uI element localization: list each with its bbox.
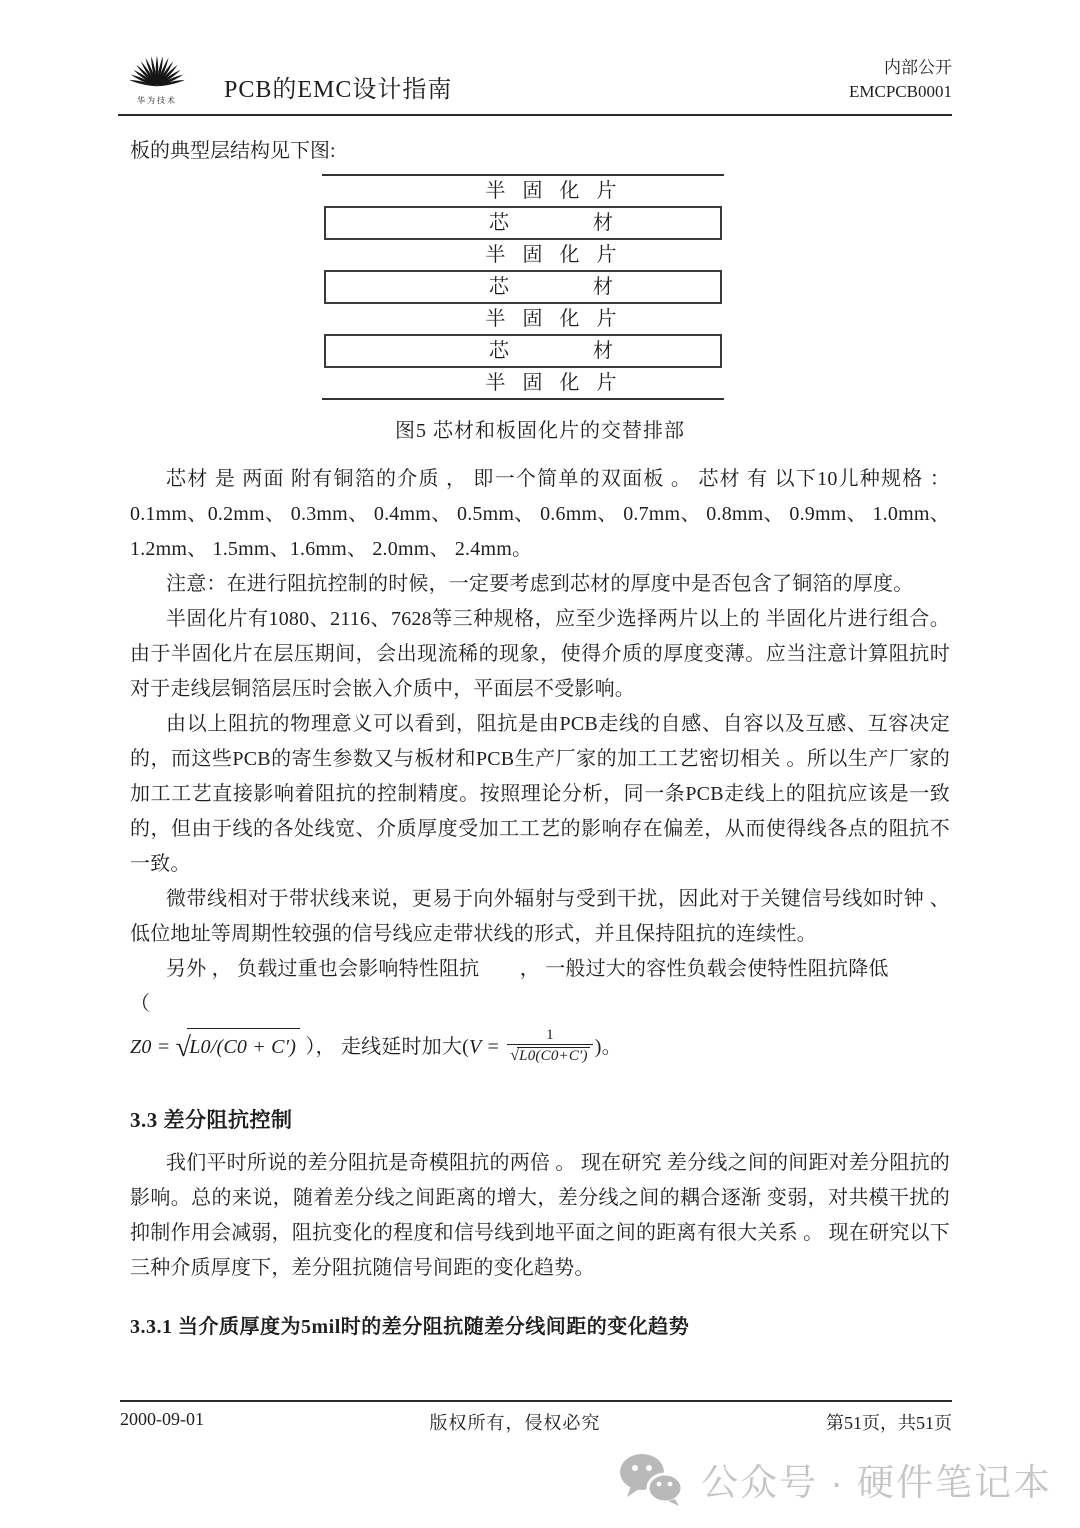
footer-date: 2000-09-01: [120, 1409, 204, 1429]
paragraph-impedance-physics: 由以上阻抗的物理意义可以看到，阻抗是由PCB走线的自感、自容以及互感、互容决定的，而这些PCB的寄生参数又与板材和PCB生产厂家的加工工艺密切相关 。所以生产厂家的加工工艺直接影响着阻抗的控制精度。按照理论分析，同一条PCB走线上的阻抗应该是一致的，但由于线的各处线宽、介质厚度受加工工艺的影响存在偏差，从而使得线各点的阻抗不一致。: [130, 713, 950, 875]
formula-paragraph: [130, 952, 1010, 1076]
fraction-expression: $\frac{1}{√L0(C0+C')}$: [507, 1027, 593, 1065]
huawei-logo: [118, 50, 196, 106]
sqrt-expression: √L0/(C0 + C′): [176, 1028, 301, 1065]
formula-line: [130, 1028, 950, 1076]
paragraph-prepreg: 半固化片有1080、2116、7628等三种规格，应至少选择两片以上的 半固化片进行组合。由于半固化片在层压期间，会出现流稀的现象，使得介质的厚度变薄。应当注意计算阻抗时对于走线层铜箔层压时会嵌入介质中，平面层不受影响。: [130, 608, 950, 700]
stackup-prepreg-label: 半 固 化 片: [485, 180, 623, 202]
stackup-prepreg-label: 半 固 化 片: [485, 308, 623, 330]
paragraph-note: 注意：在进行阻抗控制的时候，一定要考虑到芯材的厚度中是否包含了铜箔的厚度。: [166, 573, 914, 595]
z0-symbol: Z0 =: [130, 1036, 176, 1058]
wechat-watermark: [619, 1452, 1052, 1506]
footer-page-number: 第51页，共51页: [826, 1413, 952, 1433]
page-content: [130, 132, 1010, 1339]
watermark-text: 公众号 · 硬件笔记本: [701, 1462, 1052, 1503]
doc-title: PCB的EMC设计指南: [224, 77, 453, 103]
stackup-core-box: 芯 材: [324, 270, 722, 304]
doc-number: EMCPCB0001: [849, 82, 952, 101]
intro-line: 板的典型层结构见下图:: [130, 140, 336, 162]
section-heading-3-3-1: 3.3.1 当介质厚度为5mil时的差分阻抗随差分线间距的变化趋势: [130, 1316, 690, 1338]
page-footer: [120, 1400, 952, 1435]
section-heading-3-3: 3.3 差分阻抗控制: [130, 1108, 293, 1132]
stackup-core-box: 芯 材: [324, 334, 722, 368]
footer-copyright: 版权所有，侵权必究: [429, 1413, 601, 1433]
page-header: [118, 50, 952, 116]
classification-label: 内部公开: [884, 58, 952, 77]
stackup-core-box: 芯 材: [324, 206, 722, 240]
stackup-prepreg-label: 半 固 化 片: [485, 244, 623, 266]
stackup-diagram: [322, 174, 724, 400]
logo-caption: 华为技术: [137, 96, 177, 105]
formula-intro-text: 另外 ， 负载过重也会影响特性阻抗 ， 一般过大的容性负载会使特性阻抗降低 （: [130, 958, 1010, 1015]
formula-mid-text: ）， 走线延时加大(: [300, 1036, 470, 1058]
huawei-fan-icon: [124, 50, 190, 94]
paragraph-core-specs: 芯材 是 两面 附有铜箔的介质 ， 即一个简单的双面板 。 芯材 有 以下10儿种规格 ： 0.1mm、0.2mm、 0.3mm、 0.4mm、 0.5mm、 0.6mm、 0.7mm、 0.8mm、 0.9mm、 1.0mm、 1.2mm、 1.5mm、1.6mm、 2.0mm、 2.4mm。: [130, 468, 950, 560]
wechat-icon: [619, 1452, 685, 1506]
stackup-prepreg-label: 半 固 化 片: [485, 372, 623, 394]
v-symbol: V =: [469, 1036, 506, 1058]
figure-caption: 图5 芯材和板固化片的交替排部: [395, 420, 685, 442]
paragraph-differential: 我们平时所说的差分阻抗是奇模阻抗的两倍 。 现在研究 差分线之间的间距对差分阻抗的影响。总的来说，随着差分线之间距离的增大，差分线之间的耦合逐渐 变弱，对共模干扰的抑制作用会减弱，阻抗变化的程度和信号线到地平面之间的距离有很大关系 。 现在研究以下三种介质厚度下，差分阻抗随信号间距的变化趋势。: [130, 1152, 950, 1279]
formula-tail-text: )。: [594, 1036, 622, 1058]
paragraph-microstrip: 微带线相对于带状线来说，更易于向外辐射与受到干扰，因此对于关键信号线如时钟 、低位地址等周期性较强的信号线应走带状线的形式，并且保持阻抗的连续性。: [130, 888, 950, 945]
